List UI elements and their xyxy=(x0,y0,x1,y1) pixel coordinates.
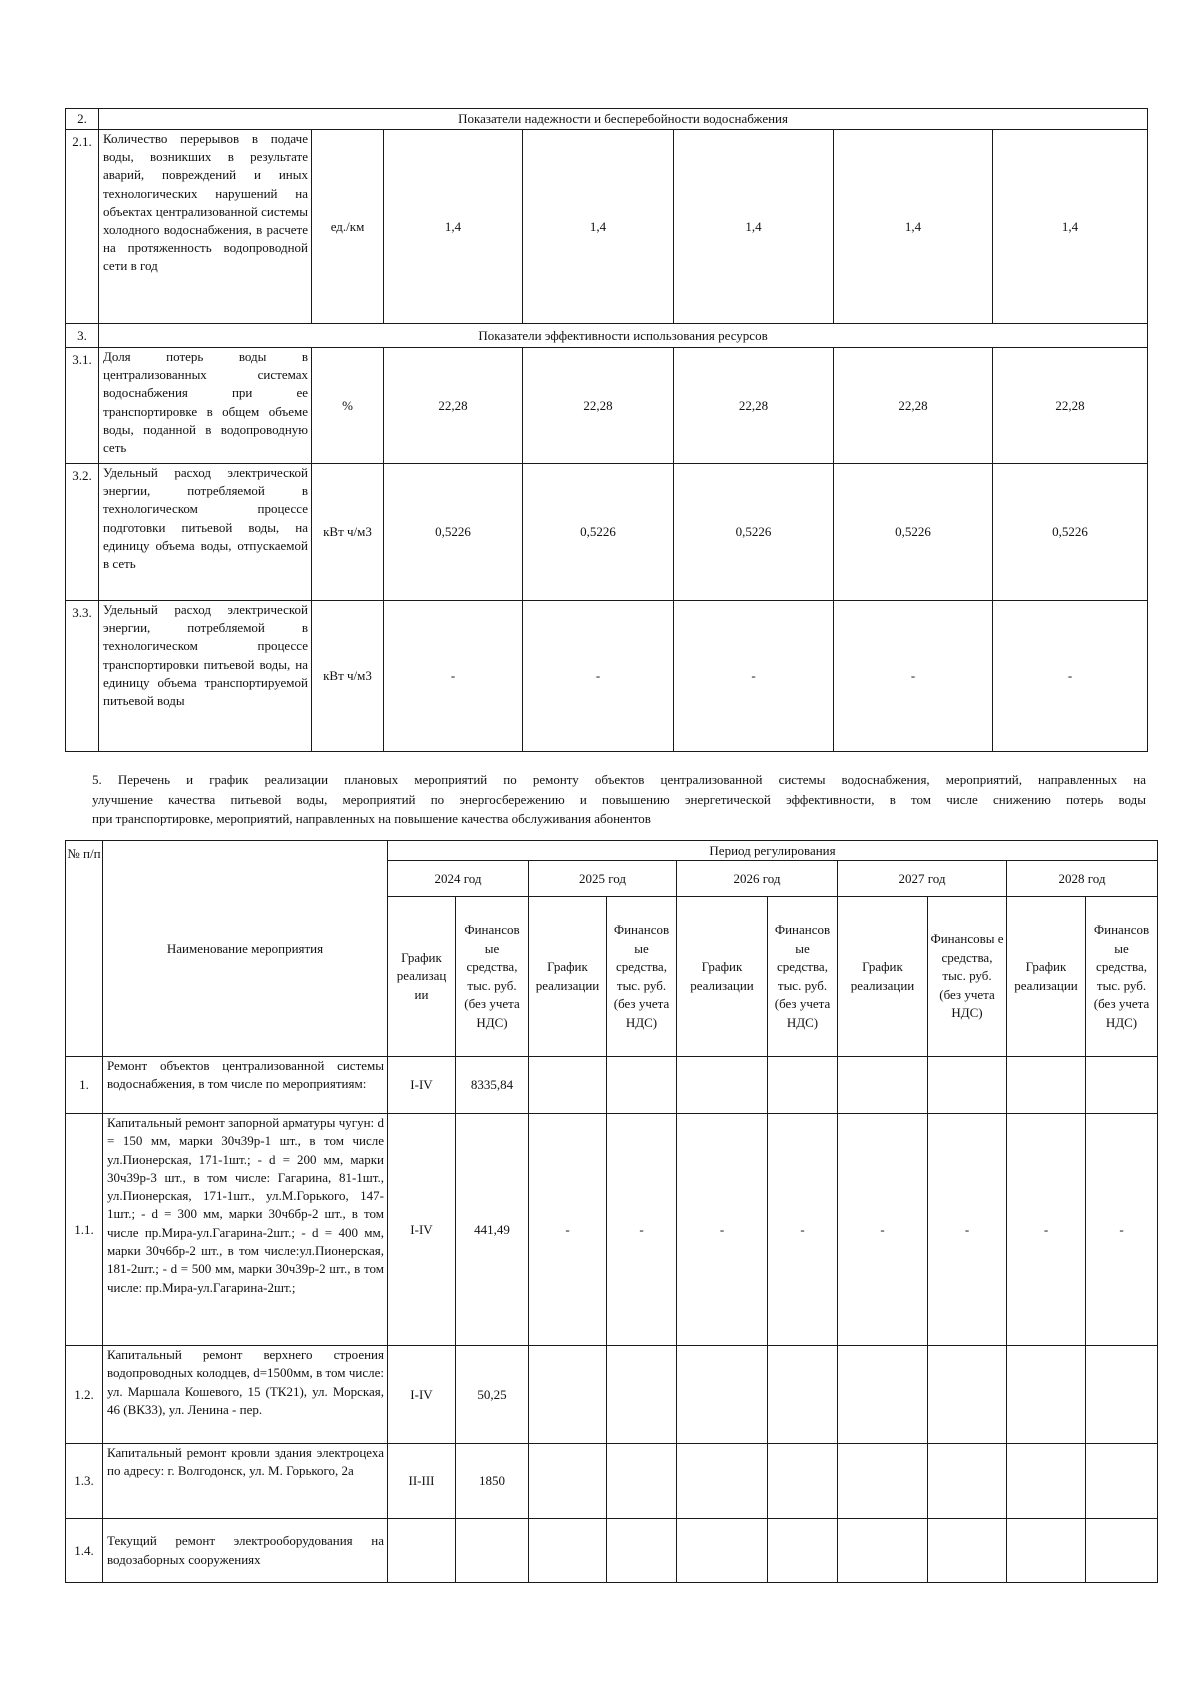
heading-line: 5. Перечень и график реализации плановых мероприятий по ремонту объектов централизованной системы водоснабжения, мероприятий, направленных на xyxy=(92,772,1146,787)
measure-name: Капитальный ремонт запорной арматуры чугун: d = 150 мм, марки 30ч39р-1 шт., в том числе ул.Пионерская, 171-1шт.; - d = 200 мм, марки 30ч39р-3 шт., в том числе: Гагарина, 81-1шт., ул.Пионерская, 171-1шт., ул.М.Горького, 147-1шт.; - d = 300 мм, марки 30ч6бр-2 шт., в том числе пр.Мира-ул.Гагарина-2шт.; - d = 400 мм, марки 30ч6бр-2 шт., в том числе:ул.Пионерская, 181-2шт.; - d = 500 мм, марки 30ч39р-2 шт., в том числе: пр.Мира-ул.Гагарина-2шт.; xyxy=(103,1114,388,1346)
finance-cell xyxy=(928,1057,1007,1114)
measure-row xyxy=(66,1346,1158,1444)
indicator-name: Удельный расход электрической энергии, потребляемой в технологическом процессе подготовки питьевой воды, на единицу объема воды, отпускаемой в сеть xyxy=(99,464,312,601)
row-number: 3.3. xyxy=(66,601,99,752)
indicator-value: 1,4 xyxy=(834,130,993,324)
indicators-table xyxy=(65,108,1148,752)
heading-line: при транспортировке, мероприятий, направленных на повышение качества обслуживания абонентов xyxy=(92,811,651,826)
measure-row xyxy=(66,1114,1158,1346)
schedule-header: График реализации xyxy=(838,897,928,1057)
indicator-value: 1,4 xyxy=(674,130,834,324)
finance-header: Финансов ые средства, тыс. руб. (без учета НДС) xyxy=(768,897,838,1057)
schedule-header: График реализац ии xyxy=(388,897,456,1057)
finance-cell: 50,25 xyxy=(456,1346,529,1444)
schedule-cell xyxy=(677,1057,768,1114)
finance-cell xyxy=(607,1346,677,1444)
measure-row xyxy=(66,1444,1158,1519)
finance-header: Финансов ые средства, тыс. руб. (без учета НДС) xyxy=(456,897,529,1057)
schedule-cell xyxy=(838,1057,928,1114)
indicator-value: 0,5226 xyxy=(834,464,993,601)
section-number: 3. xyxy=(66,324,99,348)
finance-cell xyxy=(607,1057,677,1114)
schedule-cell: I-IV xyxy=(388,1114,456,1346)
section-row xyxy=(66,324,1148,348)
indicator-row xyxy=(66,464,1148,601)
schedule-cell: - xyxy=(838,1114,928,1346)
schedule-cell xyxy=(1007,1346,1086,1444)
indicator-name: Удельный расход электрической энергии, потребляемой в технологическом процессе транспортировки питьевой воды, на единицу объема транспортируемой питьевой воды xyxy=(99,601,312,752)
measure-row xyxy=(66,1057,1158,1114)
schedule-cell xyxy=(529,1057,607,1114)
row-number: 1.4. xyxy=(66,1519,103,1583)
indicator-value: 1,4 xyxy=(384,130,523,324)
schedule-cell xyxy=(677,1519,768,1583)
schedule-cell xyxy=(838,1346,928,1444)
indicator-row xyxy=(66,601,1148,752)
indicator-unit: ед./км xyxy=(312,130,384,324)
finance-cell xyxy=(607,1519,677,1583)
indicator-value: 22,28 xyxy=(674,348,834,464)
schedule-cell xyxy=(838,1519,928,1583)
indicator-unit: кВт ч/м3 xyxy=(312,601,384,752)
year-header: 2027 год xyxy=(838,861,1007,897)
finance-cell: - xyxy=(928,1114,1007,1346)
year-header: 2025 год xyxy=(529,861,677,897)
row-number: 1.2. xyxy=(66,1346,103,1444)
section-number: 2. xyxy=(66,109,99,130)
finance-cell xyxy=(1086,1519,1158,1583)
finance-cell: - xyxy=(768,1114,838,1346)
schedule-cell xyxy=(677,1346,768,1444)
finance-header: Финансовы е средства, тыс. руб. (без учета НДС) xyxy=(928,897,1007,1057)
schedule-header: График реализации xyxy=(1007,897,1086,1057)
measure-name: Капитальный ремонт кровли здания электроцеха по адресу: г. Волгодонск, ул. М. Горького, 2а xyxy=(103,1444,388,1519)
finance-cell xyxy=(456,1519,529,1583)
finance-cell: 441,49 xyxy=(456,1114,529,1346)
section-title: Показатели надежности и бесперебойности водоснабжения xyxy=(99,109,1148,130)
row-number: 3.2. xyxy=(66,464,99,601)
measure-name-header: Наименование мероприятия xyxy=(103,841,388,1057)
measure-name: Текущий ремонт электрооборудования на водозаборных сооружениях xyxy=(103,1519,388,1583)
row-number: 3.1. xyxy=(66,348,99,464)
schedule-cell: - xyxy=(677,1114,768,1346)
indicator-unit: % xyxy=(312,348,384,464)
schedule-cell: II-III xyxy=(388,1444,456,1519)
row-number: 1. xyxy=(66,1057,103,1114)
indicator-name: Доля потерь воды в централизованных системах водоснабжения при ее транспортировке в общем объеме воды, поданной в водопроводную сеть xyxy=(99,348,312,464)
header-row xyxy=(66,841,1158,861)
indicator-value: 1,4 xyxy=(523,130,674,324)
schedule-cell xyxy=(838,1444,928,1519)
indicator-value: - xyxy=(993,601,1148,752)
heading-line: улучшение качества питьевой воды, мероприятий по энергосбережению и повышению энергетической эффективности, в том числе снижению потерь воды xyxy=(92,791,1146,807)
number-header: № п/п xyxy=(66,841,103,1057)
finance-cell: 8335,84 xyxy=(456,1057,529,1114)
indicator-value: 0,5226 xyxy=(523,464,674,601)
finance-header: Финансов ые средства, тыс. руб. (без учета НДС) xyxy=(1086,897,1158,1057)
schedule-header: График реализации xyxy=(529,897,607,1057)
schedule-cell xyxy=(1007,1519,1086,1583)
indicator-value: 22,28 xyxy=(993,348,1148,464)
finance-cell xyxy=(928,1346,1007,1444)
schedule-cell xyxy=(529,1519,607,1583)
schedule-cell xyxy=(529,1444,607,1519)
finance-cell: 1850 xyxy=(456,1444,529,1519)
indicator-value: 0,5226 xyxy=(384,464,523,601)
finance-cell xyxy=(768,1057,838,1114)
section-row xyxy=(66,109,1148,130)
finance-cell xyxy=(768,1444,838,1519)
row-number: 2.1. xyxy=(66,130,99,324)
finance-cell xyxy=(928,1519,1007,1583)
schedule-cell xyxy=(1007,1057,1086,1114)
schedule-cell: I-IV xyxy=(388,1346,456,1444)
section-5-heading xyxy=(92,770,1146,829)
indicator-value: - xyxy=(384,601,523,752)
year-header: 2024 год xyxy=(388,861,529,897)
finance-cell xyxy=(1086,1346,1158,1444)
indicator-name: Количество перерывов в подаче воды, возникших в результате аварий, повреждений и иных технологических нарушений на объектах централизованной системы холодного водоснабжения, в расчете на протяженность водопроводной сети в год xyxy=(99,130,312,324)
finance-cell xyxy=(1086,1444,1158,1519)
measure-name: Ремонт объектов централизованной системы водоснабжения, в том числе по мероприятиям: xyxy=(103,1057,388,1114)
indicator-value: - xyxy=(674,601,834,752)
indicator-row xyxy=(66,348,1148,464)
indicator-value: 22,28 xyxy=(834,348,993,464)
schedule-cell xyxy=(388,1519,456,1583)
period-header: Период регулирования xyxy=(388,841,1158,861)
finance-cell: - xyxy=(1086,1114,1158,1346)
finance-cell xyxy=(768,1346,838,1444)
schedule-cell: - xyxy=(1007,1114,1086,1346)
indicator-value: 0,5226 xyxy=(674,464,834,601)
indicator-unit: кВт ч/м3 xyxy=(312,464,384,601)
row-number: 1.1. xyxy=(66,1114,103,1346)
year-header: 2028 год xyxy=(1007,861,1158,897)
schedule-cell xyxy=(677,1444,768,1519)
finance-header: Финансов ые средства, тыс. руб. (без учета НДС) xyxy=(607,897,677,1057)
measure-row xyxy=(66,1519,1158,1583)
measure-name: Капитальный ремонт верхнего строения водопроводных колодцев, d=1500мм, в том числе: ул. Маршала Кошевого, 15 (ТК21), ул. Морская, 46 (ВК33), ул. Ленина - пер. xyxy=(103,1346,388,1444)
indicator-value: - xyxy=(523,601,674,752)
schedule-cell: - xyxy=(529,1114,607,1346)
section-title: Показатели эффективности использования ресурсов xyxy=(99,324,1148,348)
indicator-value: 22,28 xyxy=(523,348,674,464)
schedule-cell xyxy=(529,1346,607,1444)
finance-cell xyxy=(1086,1057,1158,1114)
measures-table xyxy=(65,840,1158,1583)
schedule-cell xyxy=(1007,1444,1086,1519)
finance-cell: - xyxy=(607,1114,677,1346)
schedule-header: График реализации xyxy=(677,897,768,1057)
finance-cell xyxy=(928,1444,1007,1519)
finance-cell xyxy=(607,1444,677,1519)
indicator-value: 0,5226 xyxy=(993,464,1148,601)
indicator-value: 22,28 xyxy=(384,348,523,464)
indicator-value: 1,4 xyxy=(993,130,1148,324)
indicator-value: - xyxy=(834,601,993,752)
schedule-cell: I-IV xyxy=(388,1057,456,1114)
year-header: 2026 год xyxy=(677,861,838,897)
finance-cell xyxy=(768,1519,838,1583)
indicator-row xyxy=(66,130,1148,324)
row-number: 1.3. xyxy=(66,1444,103,1519)
